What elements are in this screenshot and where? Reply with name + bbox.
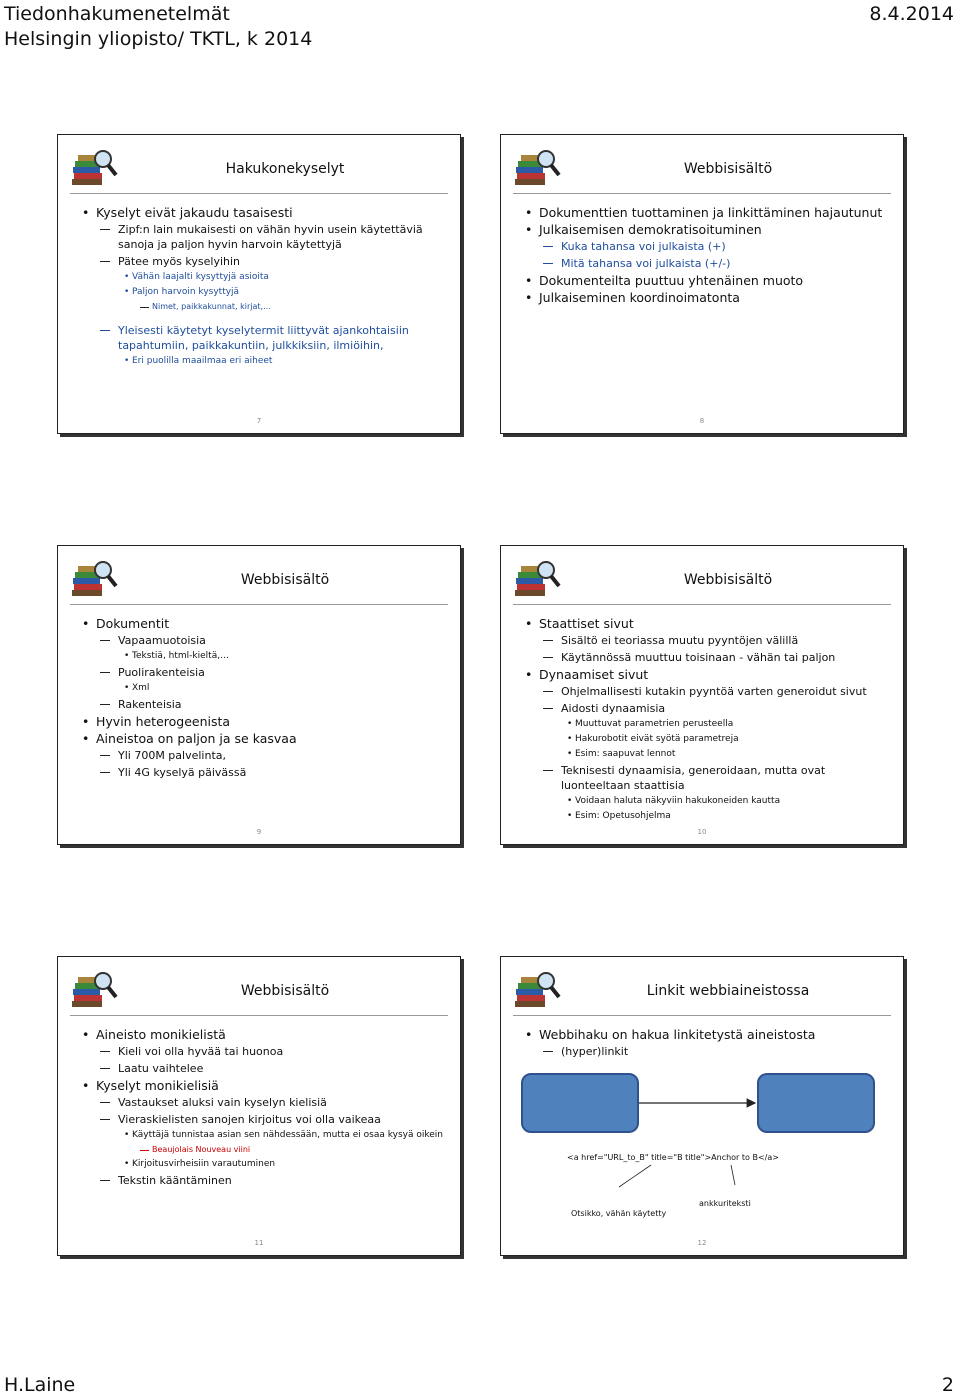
title-divider bbox=[70, 604, 448, 605]
title-divider bbox=[513, 604, 891, 605]
slide-number: 11 bbox=[254, 1239, 264, 1247]
header-subtitle: Helsingin yliopisto/ TKTL, k 2014 bbox=[4, 28, 313, 50]
bullet-level-1: • Hyvin heterogeenista bbox=[82, 714, 446, 729]
bullet-level-2: Kuka tahansa voi julkaista (+) bbox=[525, 239, 889, 254]
title-annotation: Otsikko, vähän käytetty bbox=[571, 1209, 667, 1218]
slide-number: 10 bbox=[697, 828, 707, 836]
bullet-level-3: • Tekstiä, html-kieltä,… bbox=[82, 650, 446, 663]
books-magnifier-icon bbox=[70, 556, 118, 604]
slide-title: Webbisisältö bbox=[240, 983, 330, 999]
bullet-level-2: Aidosti dynaamisia bbox=[525, 701, 889, 716]
slide-bullets bbox=[525, 616, 889, 825]
bullet-level-2: Yli 700M palvelinta, bbox=[82, 748, 446, 763]
slide-6 bbox=[500, 956, 904, 1256]
bullet-level-3: • Esim: Opetusohjelma bbox=[525, 810, 889, 823]
slide-title: Linkit webbiaineistossa bbox=[646, 983, 810, 999]
title-divider bbox=[70, 1015, 448, 1016]
bullet-level-3: • Käyttäjä tunnistaa asian sen nähdessään, mutta ei osaa kysyä oikein bbox=[82, 1129, 446, 1142]
slide-bullets bbox=[82, 1027, 446, 1190]
bullet-level-2: Rakenteisia bbox=[82, 697, 446, 712]
bullet-level-2: Tekstin kääntäminen bbox=[82, 1173, 446, 1188]
bullet-level-3: • Hakurobotit eivät syötä parametreja bbox=[525, 733, 889, 746]
bullet-level-1: • Aineistoa on paljon ja se kasvaa bbox=[82, 731, 446, 746]
books-magnifier-icon bbox=[70, 145, 118, 193]
slide-bullets bbox=[525, 205, 889, 307]
slide-title: Hakukonekyselyt bbox=[225, 161, 345, 177]
slide-4 bbox=[500, 545, 904, 845]
bullet-level-2: Vastaukset aluksi vain kyselyn kielisiä bbox=[82, 1095, 446, 1110]
course-title: Tiedonhakumenetelmät bbox=[4, 3, 230, 25]
bullet-level-3: • Paljon harvoin kysyttyjä bbox=[82, 286, 446, 299]
footer-author: H.Laine bbox=[4, 1374, 76, 1396]
bullet-level-3: • Muuttuvat parametrien perusteella bbox=[525, 718, 889, 731]
title-divider bbox=[513, 193, 891, 194]
anchor-annotation: ankkuriteksti bbox=[699, 1199, 751, 1208]
title-divider bbox=[70, 193, 448, 194]
bullet-level-2: Kieli voi olla hyvää tai huonoa bbox=[82, 1044, 446, 1059]
slide-title: Webbisisältö bbox=[683, 572, 773, 588]
books-magnifier-icon bbox=[70, 967, 118, 1015]
footer-page-number: 2 bbox=[941, 1374, 954, 1396]
slide-number: 9 bbox=[256, 828, 262, 836]
slide-title: Webbisisältö bbox=[683, 161, 773, 177]
bullet-level-3: • Eri puolilla maailmaa eri aiheet bbox=[82, 355, 446, 368]
slide-number: 12 bbox=[697, 1239, 707, 1247]
slide-title: Webbisisältö bbox=[240, 572, 330, 588]
slide-1 bbox=[57, 134, 461, 434]
bullet-level-2: Yli 4G kyselyä päivässä bbox=[82, 765, 446, 780]
bullet-level-2: Vieraskielisten sanojen kirjoitus voi olla vaikeaa bbox=[82, 1112, 446, 1127]
bullet-level-2: Sisältö ei teoriassa muutu pyyntöjen välillä bbox=[525, 633, 889, 648]
books-magnifier-icon bbox=[513, 145, 561, 193]
bullet-level-3: • Vähän laajalti kysyttyjä asioita bbox=[82, 271, 446, 284]
bullet-level-2: Laatu vaihtelee bbox=[82, 1061, 446, 1076]
bullet-level-1: • Kyselyt eivät jakaudu tasaisesti bbox=[82, 205, 446, 220]
bullet-level-3: • Kirjoitusvirheisiin varautuminen bbox=[82, 1158, 446, 1171]
bullet-level-3: • Esim: saapuvat lennot bbox=[525, 748, 889, 761]
slide-bullets bbox=[82, 205, 446, 370]
bullet-level-1: • Dokumentit bbox=[82, 616, 446, 631]
slide-5 bbox=[57, 956, 461, 1256]
bullet-level-1: • Dokumenttien tuottaminen ja linkittäminen hajautunut bbox=[525, 205, 889, 220]
bullet-level-2: (hyper)linkit bbox=[525, 1044, 889, 1059]
books-magnifier-icon bbox=[513, 556, 561, 604]
bullet-level-1: • Dynaamiset sivut bbox=[525, 667, 889, 682]
bullet-level-2: Mitä tahansa voi julkaista (+/-) bbox=[525, 256, 889, 271]
header-date: 8.4.2014 bbox=[869, 3, 954, 25]
bullet-level-2: Puolirakenteisia bbox=[82, 665, 446, 680]
slide-number: 7 bbox=[256, 417, 262, 425]
bullet-level-1: • Aineisto monikielistä bbox=[82, 1027, 446, 1042]
link-arrow bbox=[501, 957, 905, 1257]
anchor-code: <a href="URL_to_B" title="B title">Anchor to B</a> bbox=[567, 1153, 779, 1162]
bullet-level-1: • Staattiset sivut bbox=[525, 616, 889, 631]
bullet-level-1: • Webbihaku on hakua linkitetystä aineistosta bbox=[525, 1027, 889, 1042]
bullet-level-1: • Dokumenteilta puuttuu yhtenäinen muoto bbox=[525, 273, 889, 288]
bullet-level-2: Vapaamuotoisia bbox=[82, 633, 446, 648]
slide-bullets bbox=[82, 616, 446, 782]
bullet-level-4: Nimet, paikkakunnat, kirjat,… bbox=[82, 301, 446, 313]
spacer bbox=[82, 315, 446, 323]
slide-3 bbox=[57, 545, 461, 845]
bullet-level-2: Teknisesti dynaamisia, generoidaan, mutta ovat luonteeltaan staattisia bbox=[525, 763, 889, 793]
bullet-level-2: Zipf:n lain mukaisesti on vähän hyvin usein käytettäviä sanoja ja paljon hyvin harvoin käytettyjä bbox=[82, 222, 446, 252]
slide-2 bbox=[500, 134, 904, 434]
bullet-level-2: Yleisesti käytetyt kyselytermit liittyvät ajankohtaisiin tapahtumiin, paikkakuntiin, julkkiksiin, ilmiöihin, bbox=[82, 323, 446, 353]
bullet-level-1: • Kyselyt monikielisiä bbox=[82, 1078, 446, 1093]
bullet-level-2: Käytännössä muuttuu toisinaan - vähän tai paljon bbox=[525, 650, 889, 665]
bullet-level-2: Ohjelmallisesti kutakin pyyntöä varten generoidut sivut bbox=[525, 684, 889, 699]
slide-number: 8 bbox=[699, 417, 705, 425]
bullet-level-3: • Xml bbox=[82, 682, 446, 695]
bullet-level-4: Beaujolais Nouveau viini bbox=[82, 1144, 446, 1156]
bullet-level-3: • Voidaan haluta näkyviin hakukoneiden kautta bbox=[525, 795, 889, 808]
bullet-level-1: • Julkaiseminen koordinoimatonta bbox=[525, 290, 889, 305]
bullet-level-1: • Julkaisemisen demokratisoituminen bbox=[525, 222, 889, 237]
bullet-level-2: Pätee myös kyselyihin bbox=[82, 254, 446, 269]
